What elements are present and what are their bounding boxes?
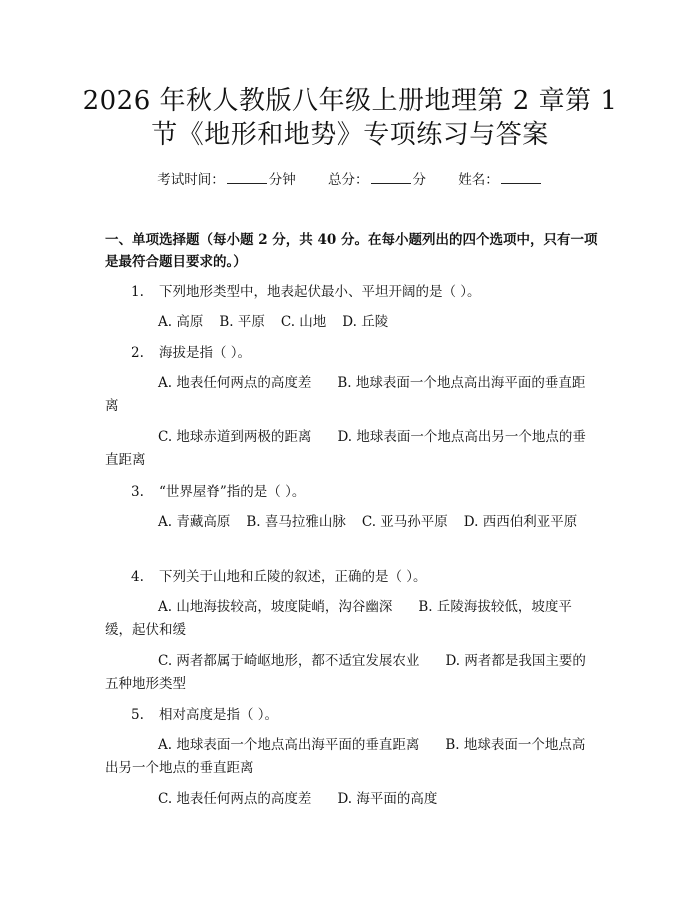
option-d[interactable]: D. 西西伯利亚平原 bbox=[463, 514, 578, 530]
option-a[interactable]: A. 山地海拔较高，坡度陡峭，沟谷幽深 bbox=[158, 599, 393, 615]
question-number: 1. bbox=[131, 284, 144, 300]
question-1-options bbox=[105, 311, 597, 334]
question-2 bbox=[131, 342, 601, 364]
exam-meta bbox=[0, 169, 700, 190]
option-b[interactable]: B. 喜马拉雅山脉 bbox=[246, 514, 346, 530]
option-b[interactable]: B. 地球表面一个地点高出另一个地点的垂直距离 bbox=[105, 737, 586, 776]
option-b[interactable]: B. 地球表面一个地点高出海平面的垂直距离 bbox=[105, 375, 586, 414]
option-c[interactable]: C. 两者都属于崎岖地形，都不适宜发展农业 bbox=[158, 653, 420, 669]
option-d[interactable]: D. 丘陵 bbox=[342, 314, 389, 330]
question-5-options bbox=[105, 734, 597, 811]
exam-time-label: 考试时间： bbox=[157, 172, 225, 188]
total-score-field bbox=[328, 169, 426, 190]
question-4-options bbox=[105, 596, 597, 696]
option-c[interactable]: C. 地表任何两点的高度差 bbox=[158, 791, 312, 807]
question-4 bbox=[131, 566, 601, 588]
exam-time-unit: 分钟 bbox=[268, 172, 296, 188]
question-5 bbox=[131, 704, 601, 726]
question-number: 3. bbox=[131, 484, 144, 500]
total-score-label: 总分： bbox=[328, 172, 369, 188]
option-d[interactable]: D. 海平面的高度 bbox=[337, 791, 438, 807]
page-title-line-1: 2026 年秋人教版八年级上册地理第 2 章第 1 bbox=[82, 86, 618, 116]
question-3 bbox=[131, 481, 601, 503]
option-d[interactable]: D. 地球表面一个地点高出另一个地点的垂直距离 bbox=[105, 429, 586, 468]
name-label: 姓名： bbox=[458, 172, 499, 188]
question-number: 4. bbox=[131, 569, 144, 585]
exam-time-field bbox=[157, 169, 296, 190]
question-1 bbox=[131, 281, 601, 303]
total-score-unit: 分 bbox=[412, 172, 426, 188]
option-b[interactable]: B. 丘陵海拔较低，坡度平缓，起伏和缓 bbox=[105, 599, 572, 638]
question-text: 下列关于山地和丘陵的叙述，正确的是（ ）。 bbox=[159, 569, 427, 585]
question-3-options bbox=[105, 511, 597, 534]
question-2-options bbox=[105, 372, 597, 472]
option-b[interactable]: B. 平原 bbox=[219, 314, 265, 330]
option-a[interactable]: A. 地表任何两点的高度差 bbox=[158, 375, 312, 391]
question-text: “世界屋脊”指的是（ ）。 bbox=[159, 484, 306, 500]
question-number: 2. bbox=[131, 345, 144, 361]
exam-time-blank[interactable] bbox=[227, 169, 267, 184]
option-a[interactable]: A. 地球表面一个地点高出海平面的垂直距离 bbox=[158, 737, 420, 753]
option-c[interactable]: C. 亚马孙平原 bbox=[361, 514, 448, 530]
option-d[interactable]: D. 两者都是我国主要的五种地形类型 bbox=[105, 653, 586, 692]
name-blank[interactable] bbox=[501, 169, 541, 184]
option-a[interactable]: A. 青藏高原 bbox=[158, 514, 231, 530]
question-text: 海拔是指（ ）。 bbox=[159, 345, 252, 361]
question-text: 相对高度是指（ ）。 bbox=[159, 707, 279, 723]
name-field bbox=[458, 169, 543, 190]
question-text: 下列地形类型中，地表起伏最小、平坦开阔的是（ ）。 bbox=[159, 284, 481, 300]
option-c[interactable]: C. 山地 bbox=[280, 314, 327, 330]
option-a[interactable]: A. 高原 bbox=[158, 314, 204, 330]
option-c[interactable]: C. 地球赤道到两极的距离 bbox=[158, 429, 312, 445]
question-number: 5. bbox=[131, 707, 144, 723]
section-heading: 一、单项选择题（每小题 2 分，共 40 分。在每小题列出的四个选项中，只有一项是最符合题目要求的。） bbox=[105, 232, 598, 270]
total-score-blank[interactable] bbox=[371, 169, 411, 184]
page-title-line-2: 节《地形和地势》专项练习与答案 bbox=[151, 120, 549, 150]
